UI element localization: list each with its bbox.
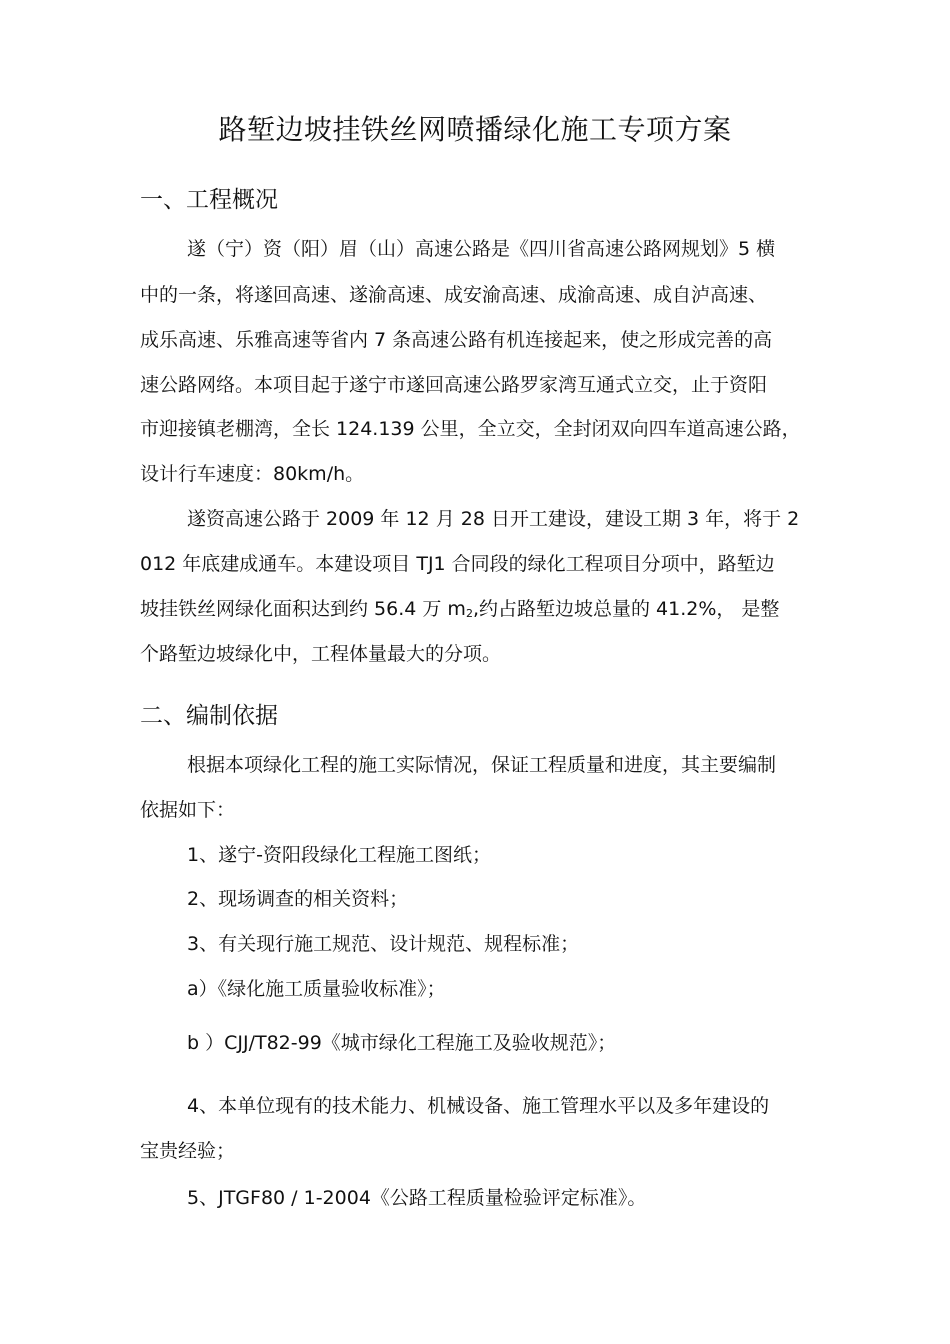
basis-item-5: 5、JTGF80 / 1-2004《公路工程质量检验评定标准》。 [187,1187,647,1209]
overview-para2-line4: 个路堑边坡绿化中，工程体量最大的分项。 [140,643,502,665]
overview-para2-line1: 遂资高速公路于 2009 年 12 月 28 日开工建设，建设工期 3 年，将于 2 [187,508,800,530]
basis-item-3: 3、有关现行施工规范、设计规范、规程标准； [187,933,580,955]
document-title: 路堑边坡挂铁丝网喷播绿化施工专项方案 [218,113,732,146]
overview-para1-line3: 成乐高速、乐雅高速等省内 7 条高速公路有机连接起来，使之形成完善的高 [140,329,773,351]
overview-para2-line2: 012 年底建成通车。本建设项目 TJ1 合同段的绿化工程项目分项中，路堑边 [140,553,775,575]
basis-item-3a: a）《绿化施工质量验收标准》； [187,978,446,1000]
basis-item-1: 1、遂宁-资阳段绿化工程施工图纸； [187,844,491,866]
overview-para1-line4: 速公路网络。本项目起于遂宁市遂回高速公路罗家湾互通式立交，止于资阳 [140,374,768,396]
overview-para1-line5: 市迎接镇老棚湾，全长 124.139 公里，全立交，全封闭双向四车道高速公路， [140,418,801,440]
basis-item-2: 2、现场调查的相关资料； [187,888,409,910]
overview-para1-line6: 设计行车速度：80km/h。 [140,463,365,485]
basis-item-4-line2: 宝贵经验； [140,1140,236,1162]
area-unit-subscript: 2 [465,607,473,620]
basis-intro-line2: 依据如下： [140,799,236,821]
section-heading-overview: 一、工程概况 [140,187,278,213]
basis-item-4-line1: 4、本单位现有的技术能力、机械设备、施工管理水平以及多年建设的 [187,1095,770,1117]
section-heading-basis: 二、编制依据 [140,703,278,729]
basis-intro-line1: 根据本项绿化工程的施工实际情况，保证工程质量和进度，其主要编制 [187,754,777,776]
overview-para2-line3: 坡挂铁丝网绿化面积达到约 56.4 万 m2,约占路堑边坡总量的 41.2%， 是整 [140,598,780,620]
basis-item-3b: b ）CJJ/T82-99《城市绿化工程施工及验收规范》； [187,1032,617,1054]
overview-para1-line1: 遂（宁）资（阳）眉（山）高速公路是《四川省高速公路网规划》5 横 [187,238,776,260]
overview-para1-line2: 中的一条，将遂回高速、遂渝高速、成安渝高速、成渝高速、成自泸高速、 [140,284,768,306]
